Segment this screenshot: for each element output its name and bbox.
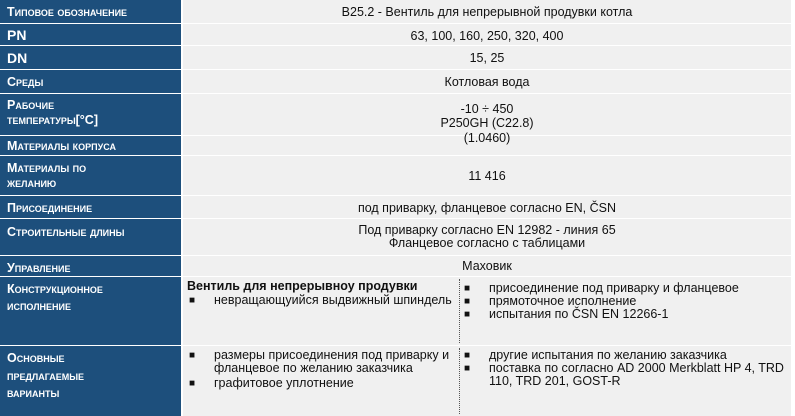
value-control: Маховик bbox=[183, 256, 791, 277]
design-heading: Вентиль для непрерывноу продувки bbox=[187, 279, 418, 293]
value-media: Котловая вода bbox=[183, 70, 791, 94]
value-pn: 63, 100, 160, 250, 320, 400 bbox=[183, 24, 791, 46]
row-variants bbox=[0, 346, 795, 416]
variants-right-column bbox=[462, 349, 792, 388]
label-variants-line-2: предлагаемые bbox=[7, 369, 85, 383]
variants-left-column bbox=[187, 349, 457, 390]
row-dn bbox=[0, 46, 795, 70]
row-optional-material bbox=[0, 156, 795, 196]
value-connection: под приварку, фланцевое согласно EN, ČSN bbox=[183, 196, 791, 219]
list-item: ■ графитовое уплотнение bbox=[189, 376, 354, 390]
label-design-line-2: исполнение bbox=[7, 299, 72, 313]
list-item: ■ другие испытания по желанию заказчика bbox=[464, 348, 727, 362]
bullet-icon: ■ bbox=[189, 295, 196, 306]
list-item: ■ поставка по согласно AD 2000 Merkblatt HP 4, TRD 110, TRD 201, GOST-R bbox=[464, 361, 784, 388]
bullet-icon: ■ bbox=[464, 283, 471, 294]
label-optional-material-line-1: Материалы по bbox=[7, 161, 87, 175]
label-media: Среды bbox=[0, 70, 181, 94]
label-pn: PN bbox=[0, 24, 181, 46]
label-design-line-1: Конструкционное bbox=[7, 282, 103, 296]
label-variants-line-3: варианты bbox=[7, 386, 60, 400]
label-design bbox=[0, 277, 181, 346]
value-lengths-line-1: Под приварку согласно EN 12982 - линия 65 bbox=[358, 223, 616, 237]
bullet-icon: ■ bbox=[464, 363, 471, 374]
row-media bbox=[0, 70, 795, 94]
value-variants bbox=[183, 346, 791, 416]
value-design bbox=[183, 277, 791, 346]
column-separator bbox=[459, 279, 460, 343]
list-item: ■ невращающуийся выдвижный шпиндель bbox=[189, 293, 452, 307]
value-temperature: -10 ÷ 450 bbox=[183, 94, 791, 136]
design-left-column bbox=[187, 280, 457, 307]
bullet-icon: ■ bbox=[189, 350, 196, 361]
label-connection: Присоединение bbox=[0, 196, 181, 219]
label-variants bbox=[0, 346, 181, 416]
value-type-designation: B25.2 - Вентиль для непрерывной продувки котла bbox=[183, 0, 791, 24]
label-temperature-line-1: Рабочие bbox=[7, 98, 55, 112]
label-optional-material-line-2: желанию bbox=[7, 176, 57, 190]
label-optional-material bbox=[0, 156, 181, 196]
list-item: ■ испытания по ČSN EN 12266-1 bbox=[464, 307, 669, 321]
value-body-material-line-1: P250GH (C22.8) bbox=[440, 116, 534, 130]
value-dn: 15, 25 bbox=[183, 46, 791, 70]
label-control: Управление bbox=[0, 256, 181, 277]
value-optional-material: 11 416 bbox=[183, 156, 791, 196]
bullet-icon: ■ bbox=[464, 296, 471, 307]
value-body-material-line-2: (1.0460) bbox=[463, 131, 511, 145]
label-body-material: Материалы корпуса bbox=[0, 136, 181, 156]
row-connection bbox=[0, 196, 795, 219]
design-right-column bbox=[462, 282, 792, 321]
list-item: ■ размеры присоединения под приварку и фланцевое по желанию заказчика bbox=[189, 348, 450, 375]
value-lengths-line-2: Фланцевое согласно с таблицами bbox=[388, 236, 586, 250]
label-lengths: Строительные длины bbox=[0, 219, 181, 256]
label-type-designation: Типовое обозначение bbox=[0, 0, 181, 24]
bullet-icon: ■ bbox=[464, 309, 471, 320]
row-lengths bbox=[0, 219, 795, 256]
row-pn bbox=[0, 24, 795, 46]
bullet-icon: ■ bbox=[189, 378, 196, 389]
label-temperature bbox=[0, 94, 181, 136]
row-type-designation bbox=[0, 0, 795, 24]
value-lengths bbox=[183, 219, 791, 256]
list-item: ■ присоединение под приварку и фланцевое bbox=[464, 281, 739, 295]
row-control bbox=[0, 256, 795, 277]
column-separator bbox=[459, 348, 460, 414]
label-temperature-line-2: температуры[°C] bbox=[7, 113, 98, 127]
list-item: ■ прямоточное исполнение bbox=[464, 294, 637, 308]
label-variants-line-1: Основные bbox=[7, 351, 65, 365]
bullet-icon: ■ bbox=[464, 350, 471, 361]
value-body-material bbox=[183, 116, 791, 156]
label-dn: DN bbox=[0, 46, 181, 70]
row-design bbox=[0, 277, 795, 346]
